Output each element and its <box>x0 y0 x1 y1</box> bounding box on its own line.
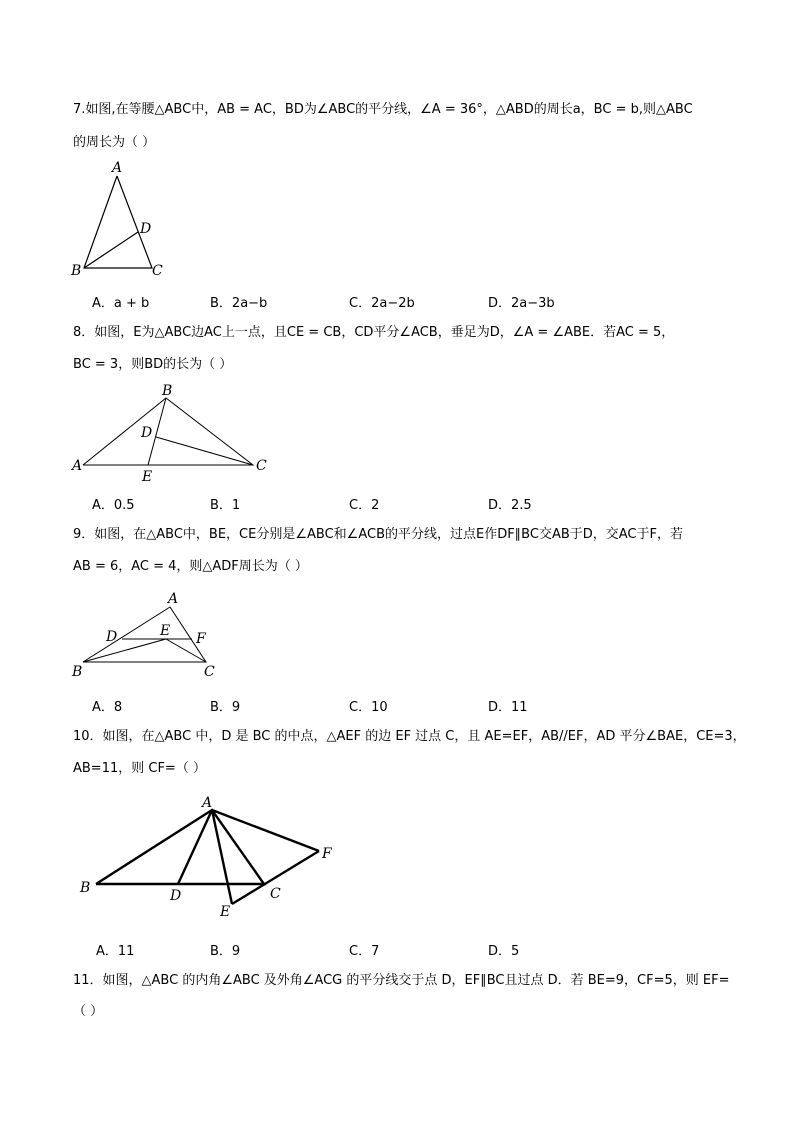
question-8-text-line-2: BC = 3，则BD的长为（ ） <box>73 357 233 372</box>
question-7-options <box>0 292 794 310</box>
option-b[interactable]: B．9 <box>210 944 241 959</box>
question-7-text-line-1: 7.如图,在等腰△ABC中，AB = AC，BD为∠ABC的平分线，∠A = 36°，△ABD的周长a，BC = b,则△ABC <box>73 102 693 117</box>
option-a[interactable]: A．8 <box>92 700 123 715</box>
question-11-text-line-2: （ ） <box>73 1004 104 1019</box>
question-10-text-line-2: AB=11，则 CF=（ ） <box>73 761 206 776</box>
figure-label-b: B <box>162 383 173 399</box>
figure-label-e: E <box>160 623 171 639</box>
figure-label-b: B <box>80 880 91 896</box>
option-d[interactable]: D．11 <box>488 700 528 715</box>
figure-label-a: A <box>72 458 83 474</box>
question-10-text-line-1: 10．如图，在△ABC 中，D 是 BC 的中点，△AEF 的边 EF 过点 C，且 AE=EF，AB//EF，AD 平分∠BAE，CE=3， <box>73 729 746 744</box>
figure-label-d: D <box>140 221 152 237</box>
option-a[interactable]: A．0.5 <box>92 498 135 513</box>
figure-label-d: D <box>141 425 153 441</box>
figure-label-f: F <box>322 846 332 862</box>
option-b[interactable]: B．9 <box>210 700 241 715</box>
question-10-options <box>0 940 794 958</box>
question-10-figure <box>74 792 346 922</box>
question-9-options <box>0 696 794 714</box>
question-8-figure <box>68 382 278 485</box>
option-b[interactable]: B．1 <box>210 498 241 513</box>
figure-label-d: D <box>106 629 118 645</box>
figure-label-e: E <box>220 904 231 920</box>
question-9-text-line-2: AB = 6，AC = 4，则△ADF周长为（ ） <box>73 559 308 574</box>
figure-label-c: C <box>256 458 267 474</box>
figure-label-c: C <box>152 263 163 279</box>
figure-label-f: F <box>196 631 206 647</box>
question-8-text-line-1: 8．如图，E为△ABC边AC上一点，且CE = CB，CD平分∠ACB，垂足为D，∠A = ∠ABE．若AC = 5， <box>73 325 675 340</box>
figure-label-b: B <box>71 263 82 279</box>
figure-label-c: C <box>204 664 215 680</box>
option-a[interactable]: A．11 <box>96 944 135 959</box>
option-d[interactable]: D．2a−3b <box>488 296 555 311</box>
option-c[interactable]: C．10 <box>349 700 388 715</box>
option-b[interactable]: B．2a−b <box>210 296 268 311</box>
question-7-figure <box>66 158 176 282</box>
figure-label-b: B <box>72 664 83 680</box>
figure-label-c: C <box>270 886 281 902</box>
question-9-text-line-1: 9．如图，在△ABC中，BE，CE分别是∠ABC和∠ACB的平分线，过点E作DF∥BC交AB于D，交AC于F，若 <box>73 527 683 542</box>
figure-label-a: A <box>202 795 213 811</box>
option-d[interactable]: D．5 <box>488 944 520 959</box>
figure-label-a: A <box>168 591 179 607</box>
option-c[interactable]: C．2a−2b <box>349 296 415 311</box>
option-d[interactable]: D．2.5 <box>488 498 532 513</box>
figure-label-d: D <box>170 888 182 904</box>
question-11-text-line-1: 11．如图，△ABC 的内角∠ABC 及外角∠ACG 的平分线交于点 D，EF∥BC且过点 D．若 BE=9，CF=5，则 EF= <box>73 973 730 988</box>
question-7-text-line-2: 的周长为（ ） <box>73 135 156 150</box>
option-c[interactable]: C．7 <box>349 944 380 959</box>
option-c[interactable]: C．2 <box>349 498 380 513</box>
option-a[interactable]: A．a + b <box>92 296 150 311</box>
question-9-figure <box>68 590 228 682</box>
question-8-options <box>0 494 794 512</box>
figure-label-e: E <box>142 469 153 485</box>
figure-label-a: A <box>112 160 123 176</box>
